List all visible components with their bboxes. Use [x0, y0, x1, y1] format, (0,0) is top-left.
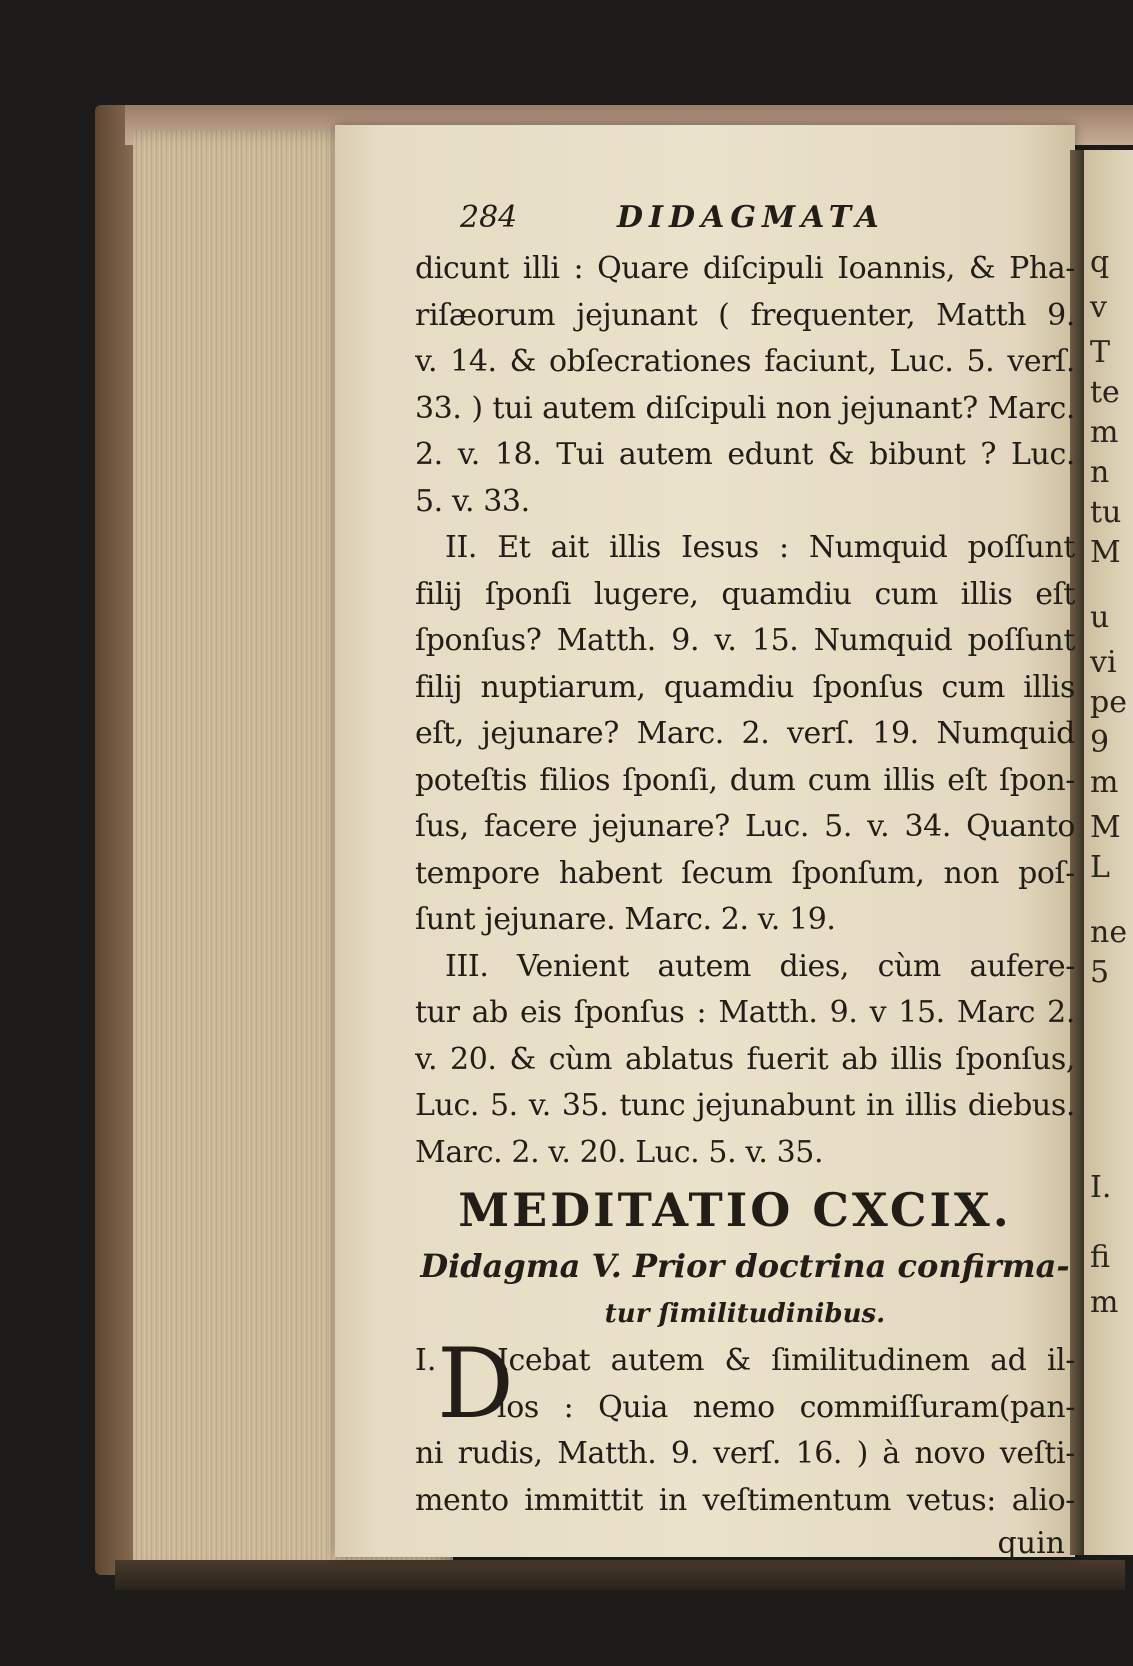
facing-page-fragment: m [1090, 415, 1119, 450]
running-head [415, 198, 1075, 246]
meditatio-heading: MEDITATIO CXCIX. [458, 1183, 1012, 1237]
didagma-subheading-cont: tur ſimilitudinibus. [604, 1299, 886, 1329]
facing-page-fragment: tu [1090, 495, 1122, 530]
facing-page-fragment: fi [1090, 1240, 1111, 1275]
text-line: v. 14. & obſecrationes faciunt, Luc. 5. verſ. [415, 344, 1075, 379]
facing-page-fragment: 5 [1090, 955, 1110, 990]
facing-page-fragment: v [1090, 290, 1107, 325]
text-line: ni rudis, Matth. 9. verſ. 16. ) à novo veſti- [415, 1436, 1075, 1471]
drop-cap: D [437, 1328, 514, 1440]
running-title: DIDAGMATA [617, 200, 885, 235]
paragraph-2 [415, 525, 1075, 944]
text-line: Luc. 5. v. 35. tunc jejunabunt in illis diebus. [415, 1088, 1075, 1123]
facing-page [1084, 150, 1133, 1555]
text-line: riſæorum jejunant ( frequenter, Matth 9. [415, 297, 1075, 333]
paragraph-number: I. [415, 1343, 437, 1378]
page-text [415, 198, 1075, 1564]
page-number: 284 [460, 200, 518, 235]
text-line: 33. ) tui autem diſcipuli non jejunant? Marc. [415, 390, 1075, 426]
text-line: tempore habent ſecum ſponſum, non poſ- [415, 855, 1075, 891]
catchword: quin [997, 1526, 1065, 1561]
facing-page-fragment: u [1090, 600, 1110, 635]
paragraph-4 [415, 1328, 1075, 1524]
text-line: dicunt illi : Quare diſcipuli Ioannis, & Pha- [415, 251, 1075, 286]
facing-page-fragment: M [1090, 535, 1121, 570]
facing-page-fragment: pe [1090, 685, 1127, 720]
paragraph-3 [415, 944, 1075, 1177]
facing-page-fragment: m [1090, 765, 1119, 800]
text-line: mento immittit in veſtimentum vetus: alio- [415, 1482, 1075, 1518]
text-line: ſunt jejunare. Marc. 2. v. 19. [415, 902, 836, 937]
text-line: III. Venient autem dies, cùm aufere- [445, 948, 1075, 984]
text-line: Marc. 2. v. 20. Luc. 5. v. 35. [415, 1134, 824, 1170]
text-line: poteſtis filios ſponſi, dum cum illis eſt ſpon- [415, 762, 1075, 798]
text-line: los : Quia nemo commiſſuram(pan- [497, 1389, 1075, 1425]
text-line: ſponſus? Matth. 9. v. 15. Numquid poſſunt [415, 623, 1075, 658]
text-line: ſus, facere jejunare? Luc. 5. v. 34. Quanto [415, 809, 1075, 844]
facing-page-fragment: I. [1090, 1170, 1112, 1205]
book-bottom-edge [115, 1560, 1125, 1590]
text-line: filij ſponſi lugere, quamdiu cum illis eſt [415, 576, 1075, 612]
text-line: Icebat autem & ſimilitudinem ad il- [497, 1343, 1075, 1378]
facing-page-fragment: te [1090, 375, 1120, 410]
facing-page-fragment: m [1090, 1285, 1119, 1320]
facing-page-fragment: q [1090, 245, 1110, 280]
paragraph-1 [415, 246, 1075, 525]
facing-page-fragment: T [1090, 335, 1111, 370]
text-line: eſt, jejunare? Marc. 2. verſ. 19. Numquid [415, 716, 1075, 751]
text-line: v. 20. & cùm ablatus fuerit ab illis ſponſus, [415, 1041, 1075, 1077]
text-line: 2. v. 18. Tui autem edunt & bibunt ? Luc. [415, 437, 1075, 472]
didagma-subheading: Didagma V. Prior doctrina confirma- [420, 1247, 1070, 1285]
facing-page-fragment: n [1090, 455, 1110, 490]
text-line: 5. v. 33. [415, 483, 530, 519]
facing-page-fragment: ne [1090, 915, 1128, 950]
facing-page-fragment: M [1090, 810, 1121, 845]
facing-page-fragment: L [1090, 850, 1110, 885]
text-line: II. Et ait illis Iesus : Numquid poſſunt [445, 530, 1075, 565]
facing-page-fragment: 9 [1090, 725, 1110, 760]
facing-page-fragment: vi [1090, 645, 1117, 680]
text-line: tur ab eis ſponſus : Matth. 9. v 15. Marc 2. [415, 995, 1075, 1030]
text-line: filij nuptiarum, quamdiu ſponſus cum illis [415, 669, 1075, 705]
